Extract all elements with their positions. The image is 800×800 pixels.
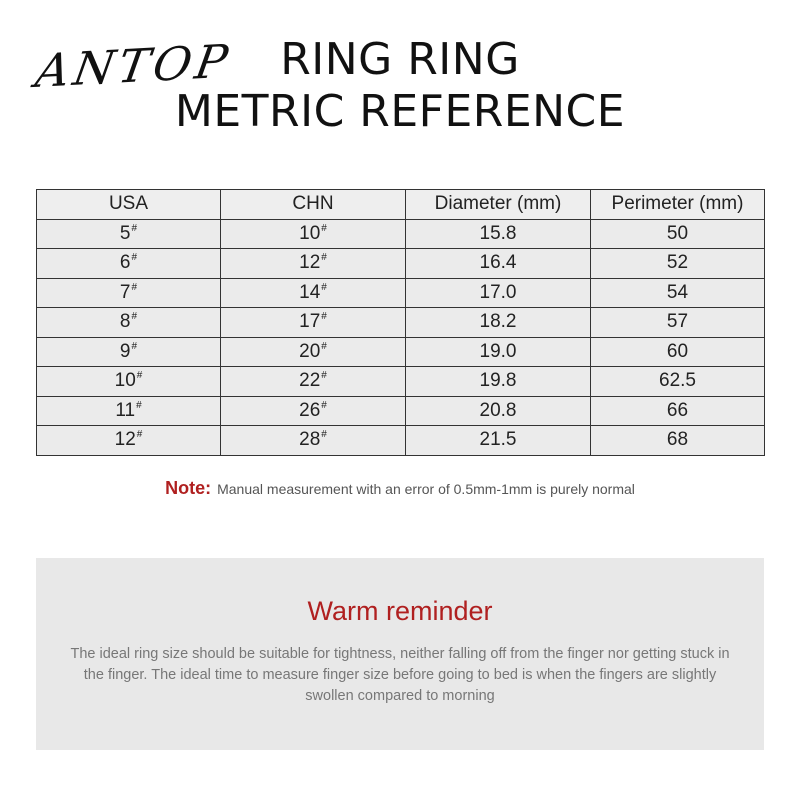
cell-chn: 12# — [221, 249, 406, 279]
table-row — [37, 337, 765, 367]
size-mark: # — [131, 222, 138, 234]
table-row — [37, 396, 765, 426]
cell-usa: 11# — [37, 396, 221, 426]
size-mark: # — [136, 429, 143, 441]
cell-perimeter: 68 — [591, 426, 765, 456]
cell-diameter: 19.0 — [406, 337, 591, 367]
cell-diameter: 20.8 — [406, 396, 591, 426]
cell-chn: 17# — [221, 308, 406, 338]
size-mark: # — [131, 281, 138, 293]
size-mark: # — [136, 370, 143, 382]
cell-usa: 5# — [37, 219, 221, 249]
table-row — [37, 308, 765, 338]
size-mark: # — [131, 252, 138, 264]
table-row — [37, 278, 765, 308]
cell-perimeter: 57 — [591, 308, 765, 338]
cell-usa: 6# — [37, 249, 221, 279]
note-text: Manual measurement with an error of 0.5mm-1mm is purely normal — [217, 481, 635, 497]
title-line-1: RING RING — [280, 34, 520, 85]
cell-usa: 9# — [37, 337, 221, 367]
brand-logo: ANTOP — [32, 33, 236, 98]
column-header-diameter: Diameter (mm) — [406, 190, 591, 220]
cell-perimeter: 66 — [591, 396, 765, 426]
cell-diameter: 15.8 — [406, 219, 591, 249]
cell-usa: 8# — [37, 308, 221, 338]
cell-diameter: 17.0 — [406, 278, 591, 308]
title-line-2: METRIC REFERENCE — [174, 86, 626, 137]
reminder-text: The ideal ring size should be suitable for tightness, neither falling off from the finger nor getting stuck in the finger. The ideal time to measure finger size before going to bed is when the fingers are slightly swollen compared to morning — [70, 646, 730, 704]
size-mark: # — [321, 311, 327, 323]
cell-perimeter: 62.5 — [591, 367, 765, 397]
cell-perimeter: 50 — [591, 219, 765, 249]
warm-reminder-panel — [36, 558, 764, 750]
column-header-chn: CHN — [221, 190, 406, 220]
size-mark: # — [136, 399, 142, 411]
size-chart-table — [36, 189, 765, 456]
size-mark: # — [131, 311, 138, 323]
cell-usa: 12# — [37, 426, 221, 456]
table-row — [37, 367, 765, 397]
cell-chn: 22# — [221, 367, 406, 397]
size-mark: # — [131, 340, 138, 352]
table-row — [37, 426, 765, 456]
cell-usa: 10# — [37, 367, 221, 397]
note-label: Note: — [165, 478, 212, 498]
cell-diameter: 21.5 — [406, 426, 591, 456]
size-mark: # — [321, 429, 327, 441]
cell-chn: 26# — [221, 396, 406, 426]
cell-chn: 14# — [221, 278, 406, 308]
column-header-usa: USA — [37, 190, 221, 220]
size-mark: # — [321, 281, 327, 293]
table-header-row — [37, 190, 765, 220]
page-title — [0, 34, 800, 138]
table-body — [37, 219, 765, 455]
size-mark: # — [321, 399, 327, 411]
cell-chn: 28# — [221, 426, 406, 456]
cell-chn: 10# — [221, 219, 406, 249]
cell-perimeter: 54 — [591, 278, 765, 308]
column-header-perimeter: Perimeter (mm) — [591, 190, 765, 220]
cell-diameter: 19.8 — [406, 367, 591, 397]
table-row — [37, 219, 765, 249]
table-row — [37, 249, 765, 279]
cell-diameter: 16.4 — [406, 249, 591, 279]
size-mark: # — [321, 340, 327, 352]
size-mark: # — [321, 222, 327, 234]
cell-perimeter: 52 — [591, 249, 765, 279]
cell-perimeter: 60 — [591, 337, 765, 367]
size-mark: # — [321, 252, 327, 264]
reminder-title: Warm reminder — [307, 596, 493, 626]
cell-usa: 7# — [37, 278, 221, 308]
cell-diameter: 18.2 — [406, 308, 591, 338]
cell-chn: 20# — [221, 337, 406, 367]
size-mark: # — [321, 370, 327, 382]
measurement-note — [0, 478, 800, 499]
